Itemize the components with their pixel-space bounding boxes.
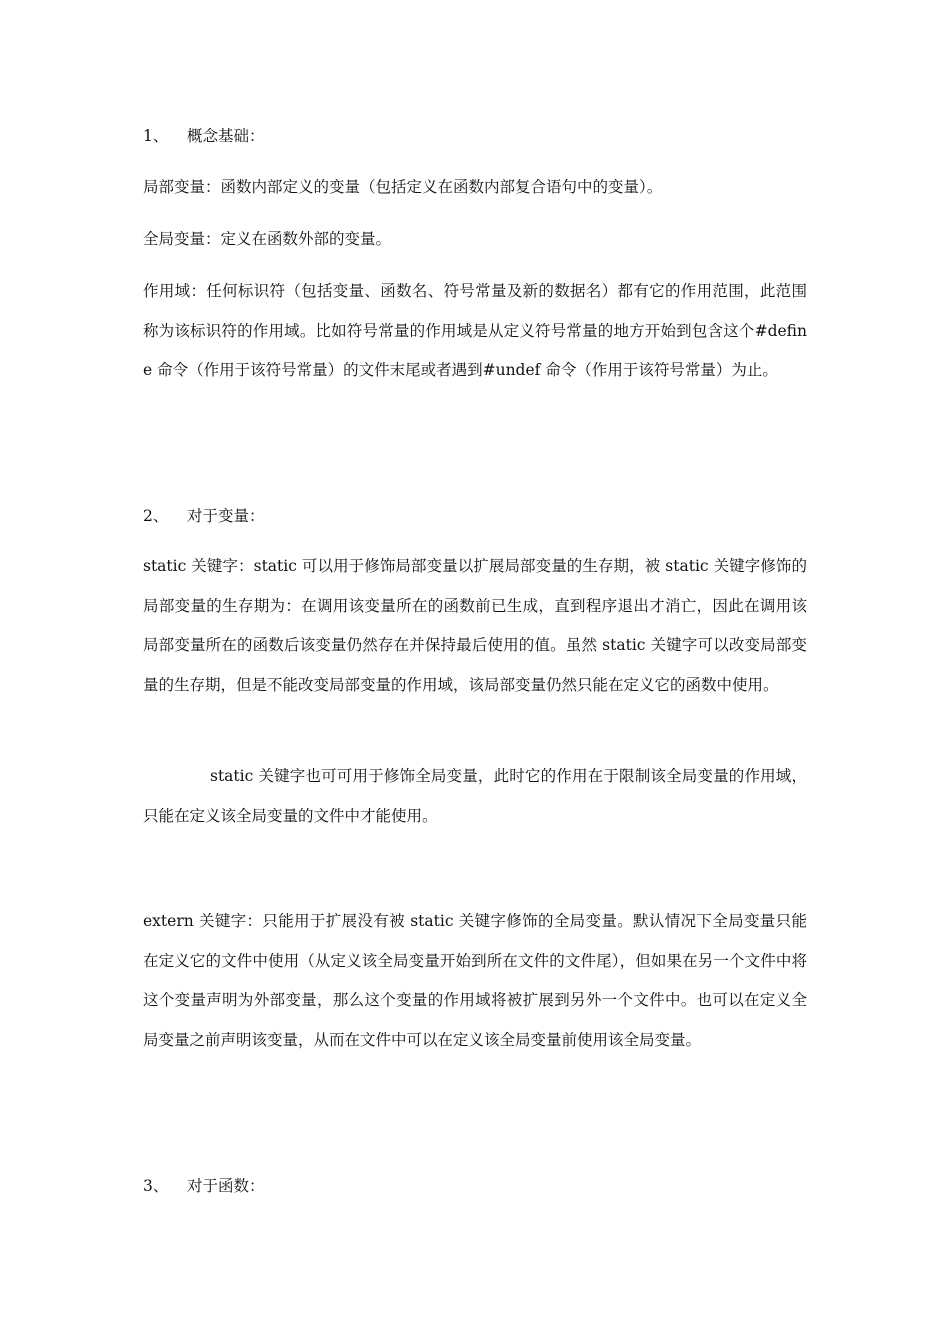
section-2-number: 2、 xyxy=(143,507,169,525)
section-3-heading xyxy=(143,1175,265,1197)
definition-global-variable: 全局变量：定义在函数外部的变量。 xyxy=(143,230,392,248)
section-2-heading xyxy=(143,505,265,527)
section-1-number: 1、 xyxy=(143,127,169,145)
section-2-title: 对于变量： xyxy=(187,507,265,525)
definition-local-variable: 局部变量：函数内部定义的变量（包括定义在函数内部复合语句中的变量）。 xyxy=(143,178,663,196)
extern-paragraph: extern 关键字：只能用于扩展没有被 static 关键字修饰的全局变量。默认情况下全局变量只能在定义它的文件中使用（从定义该全局变量开始到所在文件的文件尾），但如果在另一个文件中将这个变量声明为外部变量，那么这个变量的作用域将被扩展到另外一个文件中。也可以在定义全局变量之前声明该变量，从而在文件中可以在定义该全局变量前使用该全局变量。 xyxy=(143,912,807,1049)
section-3-number: 3、 xyxy=(143,1177,169,1195)
section-1-heading xyxy=(143,125,265,147)
static-local-paragraph: static 关键字：static 可以用于修饰局部变量以扩展局部变量的生存期，被 static 关键字修饰的局部变量的生存期为：在调用该变量所在的函数前已生成，直到程序退出才消亡，因此在调用该局部变量所在的函数后该变量仍然存在并保持最后使用的值。虽然 static 关键字可以改变局部变量的生存期，但是不能改变局部变量的作用域，该局部变量仍然只能在定义它的函数中使用。 xyxy=(143,557,807,694)
section-3-title: 对于函数： xyxy=(187,1177,265,1195)
definition-scope: 作用域：任何标识符（包括变量、函数名、符号常量及新的数据名）都有它的作用范围，此范围称为该标识符的作用域。比如符号常量的作用域是从定义符号常量的地方开始到包含这个#define 命令（作用于该符号常量）的文件末尾或者遇到#undef 命令（作用于该符号常量）为止。 xyxy=(143,282,807,379)
section-1-title: 概念基础： xyxy=(187,127,265,145)
static-global-paragraph: static 关键字也可可用于修饰全局变量，此时它的作用在于限制该全局变量的作用域，只能在定义该全局变量的文件中才能使用。 xyxy=(143,767,807,825)
